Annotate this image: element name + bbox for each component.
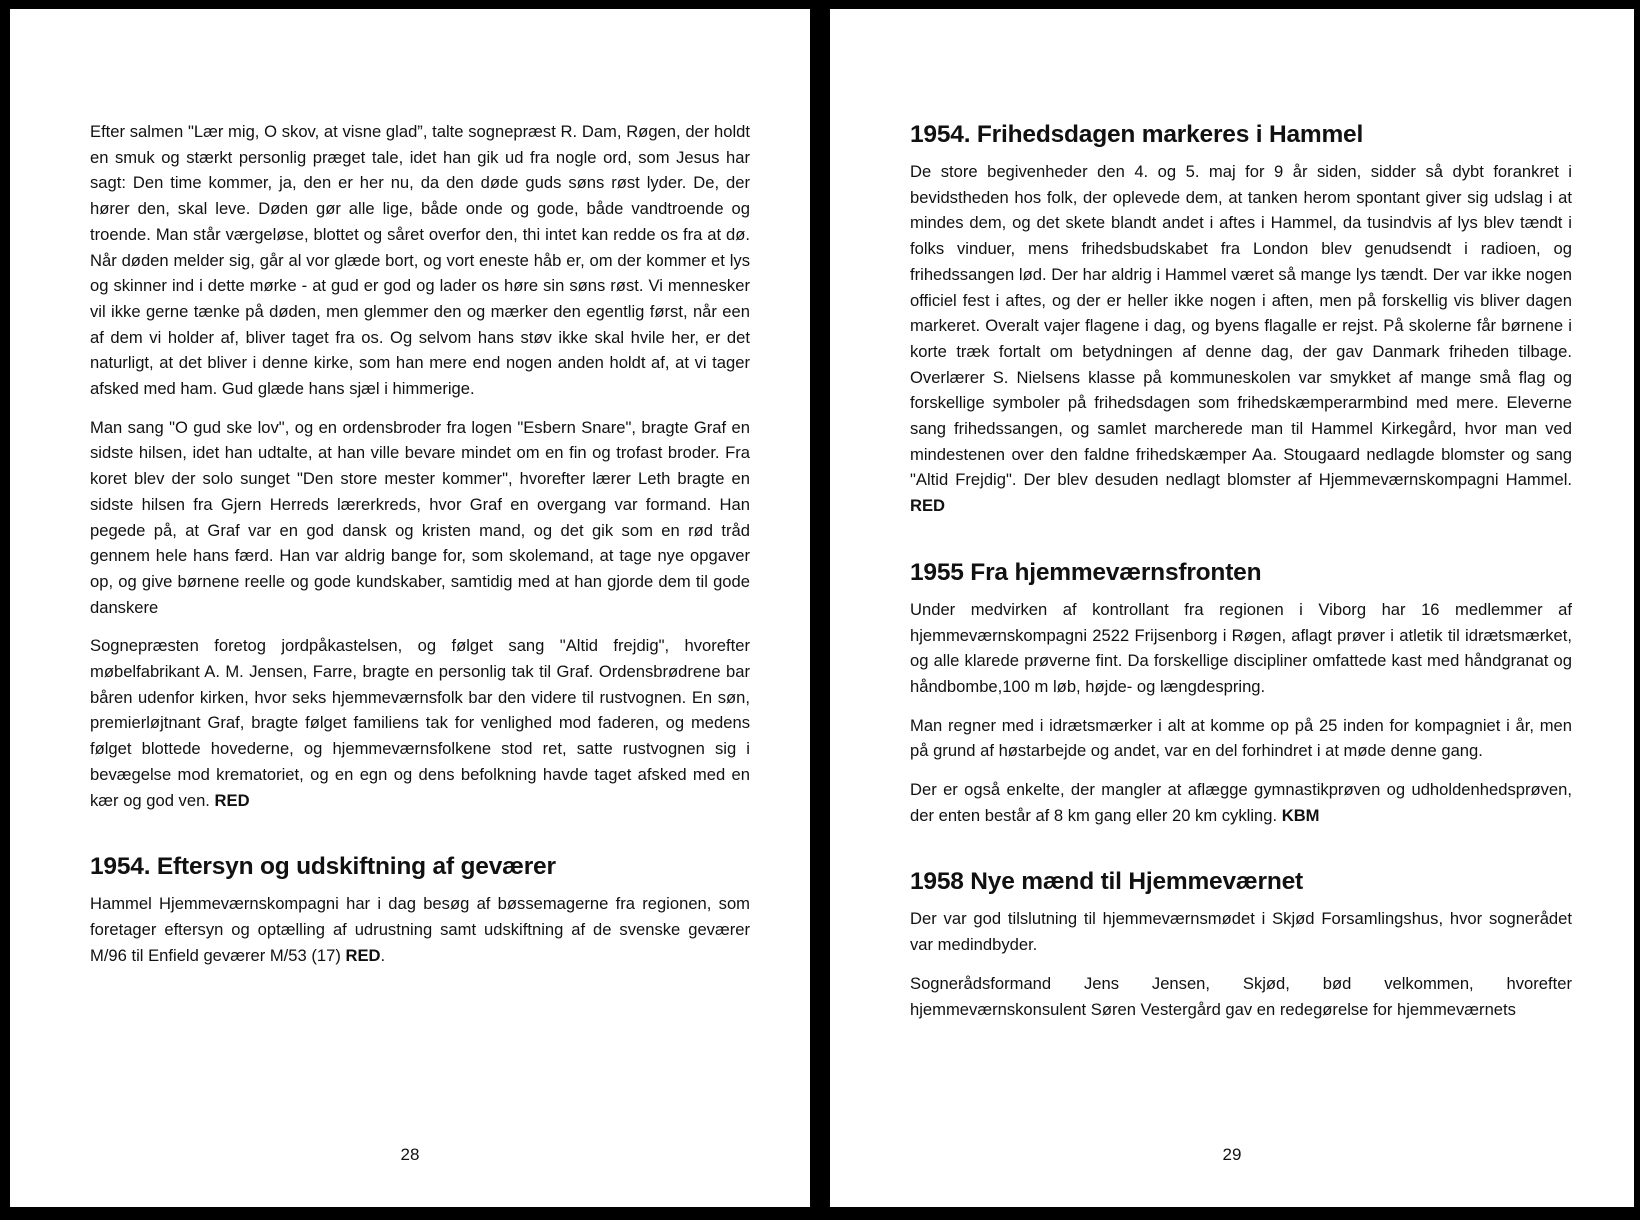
section-heading: 1954. Eftersyn og udskiftning af geværer	[90, 853, 556, 881]
page-number: 28	[400, 1145, 420, 1164]
left-page	[10, 9, 810, 1207]
paragraph: Efter salmen "Lær mig, O skov, at visne glad”, talte sognepræst R. Dam, Røgen, der holdt en smuk og stærkt personlig præget tale, idet han gik ud fra nogle ord, som Jesus har sagt: Den time kommer, ja, den er her nu, da den døde guds søns røst lyder. De, der hører den, skal leve. Døden gør alle lige, både onde og gode, både vandtroende og troende. Man står værgeløse, blottet og såret overfor den, thi intet kan redde os fra at dø. Når døden melder sig, går al vor glæde bort, og vort eneste håb er, om der kommer et lys og skinner ind i dette mørke - at gud er god og lader os høre sin søns røst. Vi mennesker vil ikke gerne tænke på døden, men glemmer den og mærker den egentlig først, når een af dem vi holder af, bliver taget fra os. Og selvom hans støv ikke skal hvile her, er det naturligt, at det bliver i denne kirke, som han mere end nogen anden holdt af, at vi tager afsked med ham. Gud glæde hans sjæl i himmerige.	[90, 122, 750, 399]
page-number: 29	[1222, 1145, 1242, 1164]
author-tag: KBM	[1281, 805, 1320, 825]
paragraph: Der er også enkelte, der mangler at aflægge gymnastikprøven og udholdenhedsprøven, der enten består af 8 km gang eller 20 km cykling. KBM	[910, 780, 1572, 825]
right-page	[830, 9, 1634, 1207]
section-heading: 1954. Frihedsdagen markeres i Hammel	[910, 121, 1364, 148]
section-heading: 1955 Fra hjemmeværnsfronten	[910, 558, 1262, 586]
author-tag: RED	[214, 790, 250, 810]
paragraph: Man regner med i idrætsmærker i alt at komme op på 25 inden for kompagniet i år, men på grund af høstarbejde og andet, var en del forhindret i at møde denne gang.	[910, 715, 1572, 761]
paragraph: De store begivenheder den 4. og 5. maj for 9 år siden, sidder så dybt forankret i bevidstheden hos folk, der oplevede dem, at tanken herom spontant giver sig udslag i at mindes dem, og det skete blandt andet i aftes i Hammel, da tusindvis af lys blev tændt i folks vinduer, mens frihedsbudskabet fra London blev genudsendt i radioen, og frihedssangen lød. Der har aldrig i Hammel været så mange lys tændt. Der var ikke nogen officiel fest i aftes, og der er heller ikke nogen i aften, men på forskellig vis bliver dagen markeret. Overalt vajer flagene i dag, og byens flagalle er rejst. På skolerne får børnene i korte træk fortalt om betydningen af denne dag, der gav Danmark friheden tilbage. Overlærer S. Nielsens klasse på kommuneskolen var smykket af mange små flag og forskellige symboler på frihedsdagen som frihedskæmperarmbind med mere. Eleverne sang frihedssangen, og samlet marcherede man til Hammel Kirkegård, hvor man ved mindestenen over den faldne frihedskæmper Aa. Stougaard nedlagde blomster og sang "Altid Frejdig". Der blev desuden nedlagt blomster af Hjemmeværnskompagni Hammel. RED	[910, 162, 1572, 516]
paragraph: Sognepræsten foretog jordpåkastelsen, og følget sang "Altid frejdig", hvorefter møbelfabrikant A. M. Jensen, Farre, bragte en personlig tak til Graf. Ordensbrødrene bar båren udenfor kirken, hvor seks hjemmeværnsfolk bar den videre til rustvognen. En søn, premierløjtnant Graf, bragte følget familiens tak for venlighed mod faderen, og medens følget blottede hovederne, og hjemmeværnsfolkene stod ret, satte rustvognen sig i bevægelse mod krematoriet, og en egn og dens befolkning havde taget afsked med en kær og god ven. RED	[90, 636, 750, 810]
paragraph: Sognerådsformand Jens Jensen, Skjød, bød velkommen, hvorefter hjemmeværnskonsulent Søren Vestergård gav en redegørelse for hjemmeværnets	[910, 973, 1572, 1019]
author-tag: RED	[910, 496, 946, 516]
paragraph: Under medvirken af kontrollant fra regionen i Viborg har 16 medlemmer af hjemmeværnskompagni 2522 Frijsenborg i Røgen, aflagt prøver i atletik til idrætsmærket, og alle klarede prøverne fint. Da forskellige discipliner omfattede kast med håndgranat og håndbombe,100 m løb, højde- og længdespring.	[910, 599, 1572, 696]
section-heading: 1958 Nye mænd til Hjemmeværnet	[910, 868, 1303, 896]
paragraph: Der var god tilslutning til hjemmeværnsmødet i Skjød Forsamlingshus, hvor sognerådet var medindbyder.	[910, 909, 1572, 955]
paragraph: Man sang "O gud ske lov", og en ordensbroder fra logen "Esbern Snare", bragte Graf en sidste hilsen, idet han udtalte, at han ville bevare mindet om en fin og trofast broder. Fra koret blev der solo sunget "Den store mester kommer", hvorefter lærer Leth bragte en sidste hilsen fra Gjern Herreds lærerkreds, hvor Graf en overgang var formand. Han pegede på, at Graf var en god dansk og kristen mand, og det gik som en rød tråd gennem hele hans færd. Han var aldrig bange for, som skolemand, at tage nye opgaver op, og give børnene reelle og gode kundskaber, samtidig med at han gjorde dem til gode danskere	[90, 417, 750, 617]
author-tag: RED	[345, 945, 381, 965]
paragraph: Hammel Hjemmeværnskompagni har i dag besøg af bøssemagerne fra regionen, som foretager eftersyn og optælling af udrustning samt udskiftning af de svenske geværer M/96 til Enfield geværer M/53 (17) RED.	[90, 894, 750, 965]
